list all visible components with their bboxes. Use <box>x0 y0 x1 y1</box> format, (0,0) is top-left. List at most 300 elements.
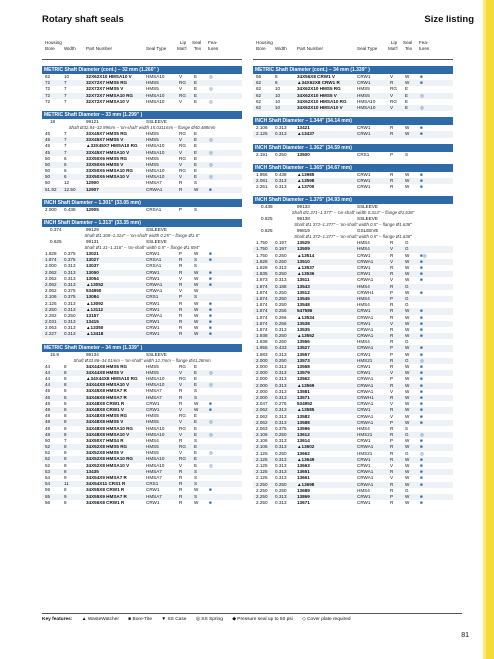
table-row <box>253 105 453 111</box>
width-value: 10 <box>275 104 281 110</box>
width-value: 8 <box>64 499 67 505</box>
seal-tex: W <box>405 345 410 351</box>
width-value: 8 <box>64 382 67 388</box>
lip-material: R <box>390 240 394 246</box>
section-heading: METRIC Shaft Diameter – 34 mm (1.339" ) <box>42 344 242 352</box>
width-value: 7 <box>64 437 67 443</box>
bore-value: 1.750 <box>256 240 268 246</box>
bore-value: 1.874 <box>256 302 268 308</box>
feature-icons: ■ <box>420 289 423 295</box>
lip-material: R <box>390 131 394 137</box>
feature-icons: ■ <box>420 74 423 79</box>
part-number: 13021 <box>86 251 99 256</box>
lip-material: V <box>390 74 394 79</box>
seal-tex: W <box>405 289 410 295</box>
width-value: 0.313 <box>275 475 287 481</box>
width-value: 0.313 <box>275 370 287 376</box>
seal-type: CRW1 <box>357 177 371 183</box>
width-value: 0.197 <box>275 246 287 252</box>
seal-tex: G <box>405 487 409 493</box>
width-value: 6 <box>64 161 67 167</box>
bore-value: 2.062 <box>45 288 57 294</box>
bore-value: 2.062 <box>45 275 57 281</box>
seal-type: HMS5 <box>146 450 159 456</box>
seal-tex: G <box>405 432 409 438</box>
width-value: 0.375 <box>64 257 76 263</box>
seal-tex: W <box>194 281 199 287</box>
seal-type: HMSA7 <box>146 475 162 480</box>
sleeve-type: SSLEEVE <box>357 216 378 222</box>
width-value: 11 <box>64 481 69 487</box>
seal-tex: W <box>405 74 410 79</box>
width-value: 12.50 <box>64 186 76 192</box>
seal-tex: E <box>194 74 198 79</box>
width-value: 0.256 <box>275 320 287 326</box>
seal-tex: W <box>405 475 410 481</box>
part-number: 534952 <box>297 401 313 407</box>
section-heading: INCH Shaft Diameter – 1.301" (33.05 mm) <box>42 199 242 207</box>
seal-tex: W <box>405 351 410 357</box>
feature-icons: ■ <box>420 382 423 388</box>
seal-tex: E <box>405 104 409 110</box>
bore-value: 2.106 <box>256 125 268 131</box>
seal-type: CRW1 <box>357 80 371 86</box>
width-value: 0.313 <box>275 407 287 413</box>
bore-value: 2.062 <box>256 407 268 413</box>
lip-material: P <box>390 419 394 425</box>
bore-value: 54 <box>45 475 51 480</box>
seal-tex: G <box>405 302 409 308</box>
lip-material: R <box>390 432 394 438</box>
feature-icons: ◎ <box>209 382 214 388</box>
bore-value: 2.000 <box>256 376 268 382</box>
part-number: 33X45X7 HMSA10 V <box>86 149 130 155</box>
seal-tex: S <box>405 151 409 157</box>
lip-material: R <box>179 493 183 499</box>
size-section <box>253 196 453 506</box>
sleeve-row <box>253 216 453 222</box>
width-value: 7 <box>64 98 67 104</box>
sleeve-note: Shaft Ø1.31–1.316" – 'on-shaft' width 0.5" – flange Ø1.594" <box>84 245 200 250</box>
width-label: Width <box>64 46 76 51</box>
part-number: 13548 <box>297 302 310 308</box>
bore-value: 2.062 <box>45 269 57 275</box>
bore-value: 1.828 <box>256 265 268 270</box>
page-title: Rotary shaft seals <box>42 14 124 25</box>
lip-material: R <box>179 475 183 480</box>
seal-type: HMSA10 <box>146 456 165 462</box>
width-value: 8 <box>64 444 67 450</box>
part-number: 13689 <box>297 487 310 493</box>
part-number: 34X50X7 HMS4 R <box>86 437 124 443</box>
sleeve-note: Shaft Ø1.372–1.377" – 'on-shaft' width 0.5" – flange Ø1.638" <box>294 234 412 240</box>
table-row <box>42 331 242 337</box>
width-value: 8 <box>64 425 67 431</box>
seal-type: HMSA7 <box>146 468 162 474</box>
seal-tex: W <box>405 314 410 320</box>
width-value: 8 <box>64 369 67 375</box>
part-number: 32X72X7 HMSA10 RG <box>86 92 133 98</box>
seal-type: CRWA1 <box>357 376 374 382</box>
bore-value: 44 <box>45 376 51 381</box>
seal-tex: E <box>194 80 198 86</box>
part-number: 32X62X10 HMSA10 V <box>86 74 132 79</box>
seal-type: HMS4 <box>357 240 370 246</box>
bore-value: 55 <box>45 487 51 493</box>
seal-type: HMSA10 <box>146 431 165 437</box>
seal-type: HMS5 <box>146 137 159 143</box>
sleeve-type: SSLEEVE <box>146 227 167 232</box>
width-value: 0.197 <box>275 240 287 246</box>
seal-type: CRWA1 <box>357 326 374 332</box>
seal-type: CRW1 <box>357 271 371 277</box>
part-number: ▲33X45X7 HMSA10 RG <box>86 143 138 149</box>
seal-type: CRW1 <box>357 407 371 413</box>
lip-material: V <box>179 450 183 456</box>
feature-icons: ■ <box>420 271 423 277</box>
lip-material: V <box>390 258 394 264</box>
housing-label: Housing <box>45 40 62 45</box>
seal-type: HMS5 <box>146 161 159 167</box>
lip-material: V <box>390 413 394 419</box>
seal-type: HMSA7 <box>146 394 162 400</box>
lip-material: V <box>390 277 394 283</box>
bore-value: 72 <box>45 80 51 86</box>
bore-value: 1.956 <box>256 171 268 177</box>
width-value: 8 <box>275 74 278 79</box>
feature-icons: ■ <box>420 177 423 183</box>
seal-tex: E <box>405 86 409 92</box>
seal-type: HMS5 <box>146 155 159 161</box>
lip-material: RG <box>179 80 186 86</box>
width-value: 6 <box>64 168 67 174</box>
seal-tex: E <box>194 137 198 143</box>
width-value: 10 <box>275 92 281 98</box>
part-number: 34X62X10 HMSA10 V <box>297 104 343 110</box>
width-value: 7 <box>64 92 67 98</box>
sleeve-row <box>253 204 453 210</box>
feature-icons: ■ <box>209 406 212 412</box>
lip-material: P <box>390 345 394 351</box>
feature-icons: ◎ <box>209 174 214 180</box>
feature-icons: ■ <box>209 325 212 331</box>
seal-tex: W <box>405 394 410 400</box>
part-number: 34X48X8 HMS5 V <box>86 419 124 425</box>
seal-type: HMSA10 <box>146 143 165 149</box>
part-number: 13421 <box>297 125 310 131</box>
seal-type: HMSA10 <box>146 174 165 180</box>
bore-value: 72 <box>45 92 51 98</box>
table-row <box>42 207 242 213</box>
lip-material: RG <box>390 86 397 92</box>
bore-value: 2.250 <box>256 500 268 506</box>
width-value: 8 <box>64 419 67 425</box>
bore-value: 2.000 <box>256 370 268 376</box>
lip-material: R <box>390 177 394 183</box>
bore-value: 45 <box>45 149 51 155</box>
feature-icons: ■ <box>420 481 423 487</box>
part-number: ▲13649 <box>297 456 315 462</box>
seal-tex: W <box>405 388 410 394</box>
seal-type: CRW1 <box>146 300 160 306</box>
width-value: 0.313 <box>275 376 287 382</box>
width-value: 0.313 <box>64 275 76 281</box>
width-value: 8 <box>64 431 67 437</box>
seal-type: CRW1 <box>146 269 160 275</box>
lip-material: R <box>179 487 183 493</box>
seal-tex: S <box>194 294 198 300</box>
bore-value: 1.938 <box>256 333 268 339</box>
feature-icons: ■ <box>420 258 423 264</box>
seal-type: HMS4 <box>357 302 370 308</box>
seal-tex: W <box>405 500 410 506</box>
width-value: 0.433 <box>275 345 287 351</box>
bore-value: 62 <box>256 104 262 110</box>
seal-type: HMSA7 <box>146 388 162 394</box>
seal-type: HMS5 <box>146 444 159 450</box>
width-value: 6 <box>64 155 67 161</box>
bore-value: 2.062 <box>256 419 268 425</box>
lip-material: R <box>179 269 183 275</box>
part-number: 32X72X7 HMSA10 V <box>86 98 130 104</box>
sleeve-type: SSLEEVE <box>146 351 167 357</box>
seal-tex: W <box>405 258 410 264</box>
width-value: 0.250 <box>275 481 287 487</box>
seal-type: HMS5 <box>146 369 159 375</box>
seal-type: CRW1 <box>357 500 371 506</box>
fea-label: Fea- <box>419 40 429 45</box>
seal-type: HMS21 <box>357 357 373 363</box>
seal-tex: G <box>405 283 409 289</box>
width-value: 0.276 <box>275 401 287 407</box>
feature-icons: ■ <box>420 500 423 506</box>
sleeve-type: SSLEEVE <box>357 204 378 210</box>
feature-icons: ◎ <box>209 74 214 79</box>
lip-material: V <box>179 288 183 294</box>
seal-tex: S <box>194 468 198 474</box>
part-number: 13500 <box>297 151 310 157</box>
bore-value: 54 <box>45 481 51 487</box>
tex-label: Tex <box>194 46 202 51</box>
seal-type: HMS4 <box>357 339 370 345</box>
sleeve-note: Shaft Ø1.308–1.314" – 'on-shaft' width 0.25" – flange Ø1.6" <box>84 233 200 238</box>
feature-icons: ◎ <box>209 149 214 155</box>
lip-material: RG <box>179 168 186 174</box>
seal-tex: W <box>194 400 199 406</box>
bore-value: 2.191 <box>256 151 268 157</box>
seal-type: HMS21 <box>357 432 373 438</box>
seal-tex: E <box>194 174 198 180</box>
key-features <box>42 613 462 624</box>
part-number: ▲13350 <box>86 325 104 331</box>
seal-type: CRW1 <box>357 463 371 468</box>
lip-material: V <box>179 275 183 281</box>
bore-value: 2.106 <box>256 444 268 450</box>
bore-value: 1.828 <box>45 251 57 256</box>
matl-label: Mat'l <box>177 46 187 51</box>
bore-value: 2.106 <box>256 438 268 444</box>
width-value: 8 <box>64 413 67 419</box>
bore-value: 2.261 <box>256 184 268 190</box>
width-value: 0.250 <box>275 258 287 264</box>
part-number: 13037 <box>86 263 99 269</box>
part-number: 34X44X8 HMS5 V <box>86 369 124 375</box>
feature-icons: ■ <box>420 469 423 475</box>
table-row <box>253 184 453 190</box>
size-section <box>42 344 242 506</box>
seal-tex: W <box>405 326 410 332</box>
width-value: 0.313 <box>275 364 287 369</box>
lip-material: R <box>390 481 394 487</box>
lip-material: R <box>390 364 394 369</box>
housing-label: Housing <box>256 40 273 45</box>
part-number: 13157 <box>86 312 99 318</box>
width-value: 0.313 <box>275 277 287 283</box>
lip-material: R <box>390 487 394 493</box>
width-value: 8 <box>275 80 278 86</box>
feature-icons: ◎ <box>209 419 214 425</box>
feature-icons: ■ <box>420 419 423 425</box>
lip-material: R <box>179 400 183 406</box>
seal-type: CRWA1 <box>146 186 163 192</box>
width-value: 0.313 <box>64 325 76 331</box>
feature-icons: ◎ <box>420 92 425 98</box>
part-number: 34X55X9 HMSA7 R <box>86 493 127 499</box>
seal-type: CRW1 <box>146 275 160 281</box>
width-label: Width <box>275 46 287 51</box>
lip-material: R <box>179 481 183 487</box>
table-row <box>42 187 242 193</box>
bore-value: 48 <box>45 413 51 419</box>
seal-tex: E <box>194 450 198 456</box>
width-value: 9 <box>64 493 67 499</box>
seal-type: HMS4 <box>357 487 370 493</box>
width-value: 0.250 <box>275 302 287 308</box>
width-value: 0.313 <box>275 265 287 270</box>
part-number: ▲13598 <box>297 177 315 183</box>
part-number: ▲13585 <box>297 407 315 413</box>
bore-value: 72 <box>45 86 51 92</box>
seal-tex: W <box>405 370 410 376</box>
seal-type: HMSA10 <box>357 104 376 110</box>
seal-tex: E <box>194 382 198 388</box>
width-value: 8 <box>64 468 67 474</box>
seal-type: CRW1 <box>146 499 160 505</box>
seal-tex: G <box>405 357 409 363</box>
seal-tex: W <box>405 364 410 369</box>
seal-type: CRWA1 <box>146 288 163 294</box>
part-number: 12905 <box>86 206 99 212</box>
width-value: 0.188 <box>275 283 287 289</box>
seal-type: CRSA1 <box>146 263 162 269</box>
feature-icons: ■◎ <box>420 252 427 258</box>
seal-type: CRS1 <box>146 294 159 300</box>
lip-material: V <box>179 74 183 79</box>
width-value: 10 <box>64 74 70 79</box>
seal-tex: E <box>194 462 198 468</box>
bore-value: 53 <box>45 468 51 474</box>
lip-material: P <box>390 376 394 382</box>
part-number: 34X52X8 HMS5 RG <box>86 444 128 450</box>
width-value: 8 <box>64 376 67 381</box>
seal-tex: W <box>405 320 410 326</box>
bore-value: 55 <box>45 493 51 499</box>
seal-type: HMSA10 <box>146 92 165 98</box>
width-value: 0.313 <box>275 125 287 131</box>
seal-tex: W <box>405 438 410 444</box>
seal-tex: W <box>405 265 410 270</box>
lip-material: V <box>179 431 183 437</box>
lip-label: Lip <box>391 40 398 45</box>
feature-icons: ■ <box>420 80 423 86</box>
bore-value: 2.125 <box>256 469 268 475</box>
bore-value: 1.835 <box>256 271 268 277</box>
seal-type: CRW1 <box>357 493 371 499</box>
bore-value: 52 <box>45 450 51 456</box>
bore-value: 45 <box>45 143 51 149</box>
seal-tex: W <box>405 277 410 283</box>
bore-value: 1.938 <box>256 339 268 345</box>
bore-value: 50 <box>45 161 51 167</box>
bore-value: 46 <box>45 394 51 400</box>
seal-tex: W <box>194 312 199 318</box>
seal-type: CRWA1 <box>146 312 163 318</box>
width-value: 0.250 <box>275 295 287 301</box>
bore-value: 1.874 <box>256 283 268 289</box>
sleeve-width: 0.625 <box>261 216 273 222</box>
lip-material: P <box>390 295 394 301</box>
bore-value: 2.250 <box>256 487 268 493</box>
seal-type: CRW1 <box>146 306 160 312</box>
key-wastewatcher: ▲ WasteWatcher <box>81 617 119 622</box>
bore-value: 2.106 <box>45 294 57 300</box>
sleeve-width: 18 <box>50 118 56 124</box>
lip-material: R <box>179 312 183 318</box>
bore-value: 2.106 <box>256 432 268 438</box>
seal-tex: W <box>194 275 199 281</box>
feature-icons: ◎ <box>420 357 425 363</box>
sleeve-width: 0.625 <box>50 239 62 244</box>
seal-type: CRW1 <box>146 331 160 337</box>
seal-type: HMSA10 <box>146 98 165 104</box>
seal-tex: W <box>405 80 410 86</box>
feature-icons: ◎ <box>209 86 214 92</box>
seal-type: CRW1 <box>357 370 371 376</box>
seal-type: HMSA10 <box>146 462 165 468</box>
part-number: 547586 <box>297 308 313 314</box>
seal-tex: W <box>194 406 199 412</box>
lip-material: R <box>390 252 394 258</box>
feature-icons: ■ <box>420 407 423 413</box>
bore-value: 45 <box>45 137 51 143</box>
seal-tex: E <box>194 155 198 161</box>
seal-type: HMSA7 <box>146 493 162 499</box>
width-value: 7 <box>64 137 67 143</box>
seal-type: CRW1 <box>146 406 160 412</box>
part-number: ▲13700 <box>297 184 315 190</box>
bore-value: 1.828 <box>256 258 268 264</box>
left-column <box>42 40 242 506</box>
bore-value: 1.874 <box>256 295 268 301</box>
part-number: 13581 <box>297 388 310 394</box>
width-value: 7 <box>64 130 67 136</box>
lip-material: R <box>390 339 394 345</box>
part-number: 13054 <box>86 275 99 281</box>
seal-tex: W <box>194 269 199 275</box>
width-value: 8 <box>64 487 67 493</box>
bore-value: 2.125 <box>256 131 268 137</box>
right-column <box>253 40 453 506</box>
